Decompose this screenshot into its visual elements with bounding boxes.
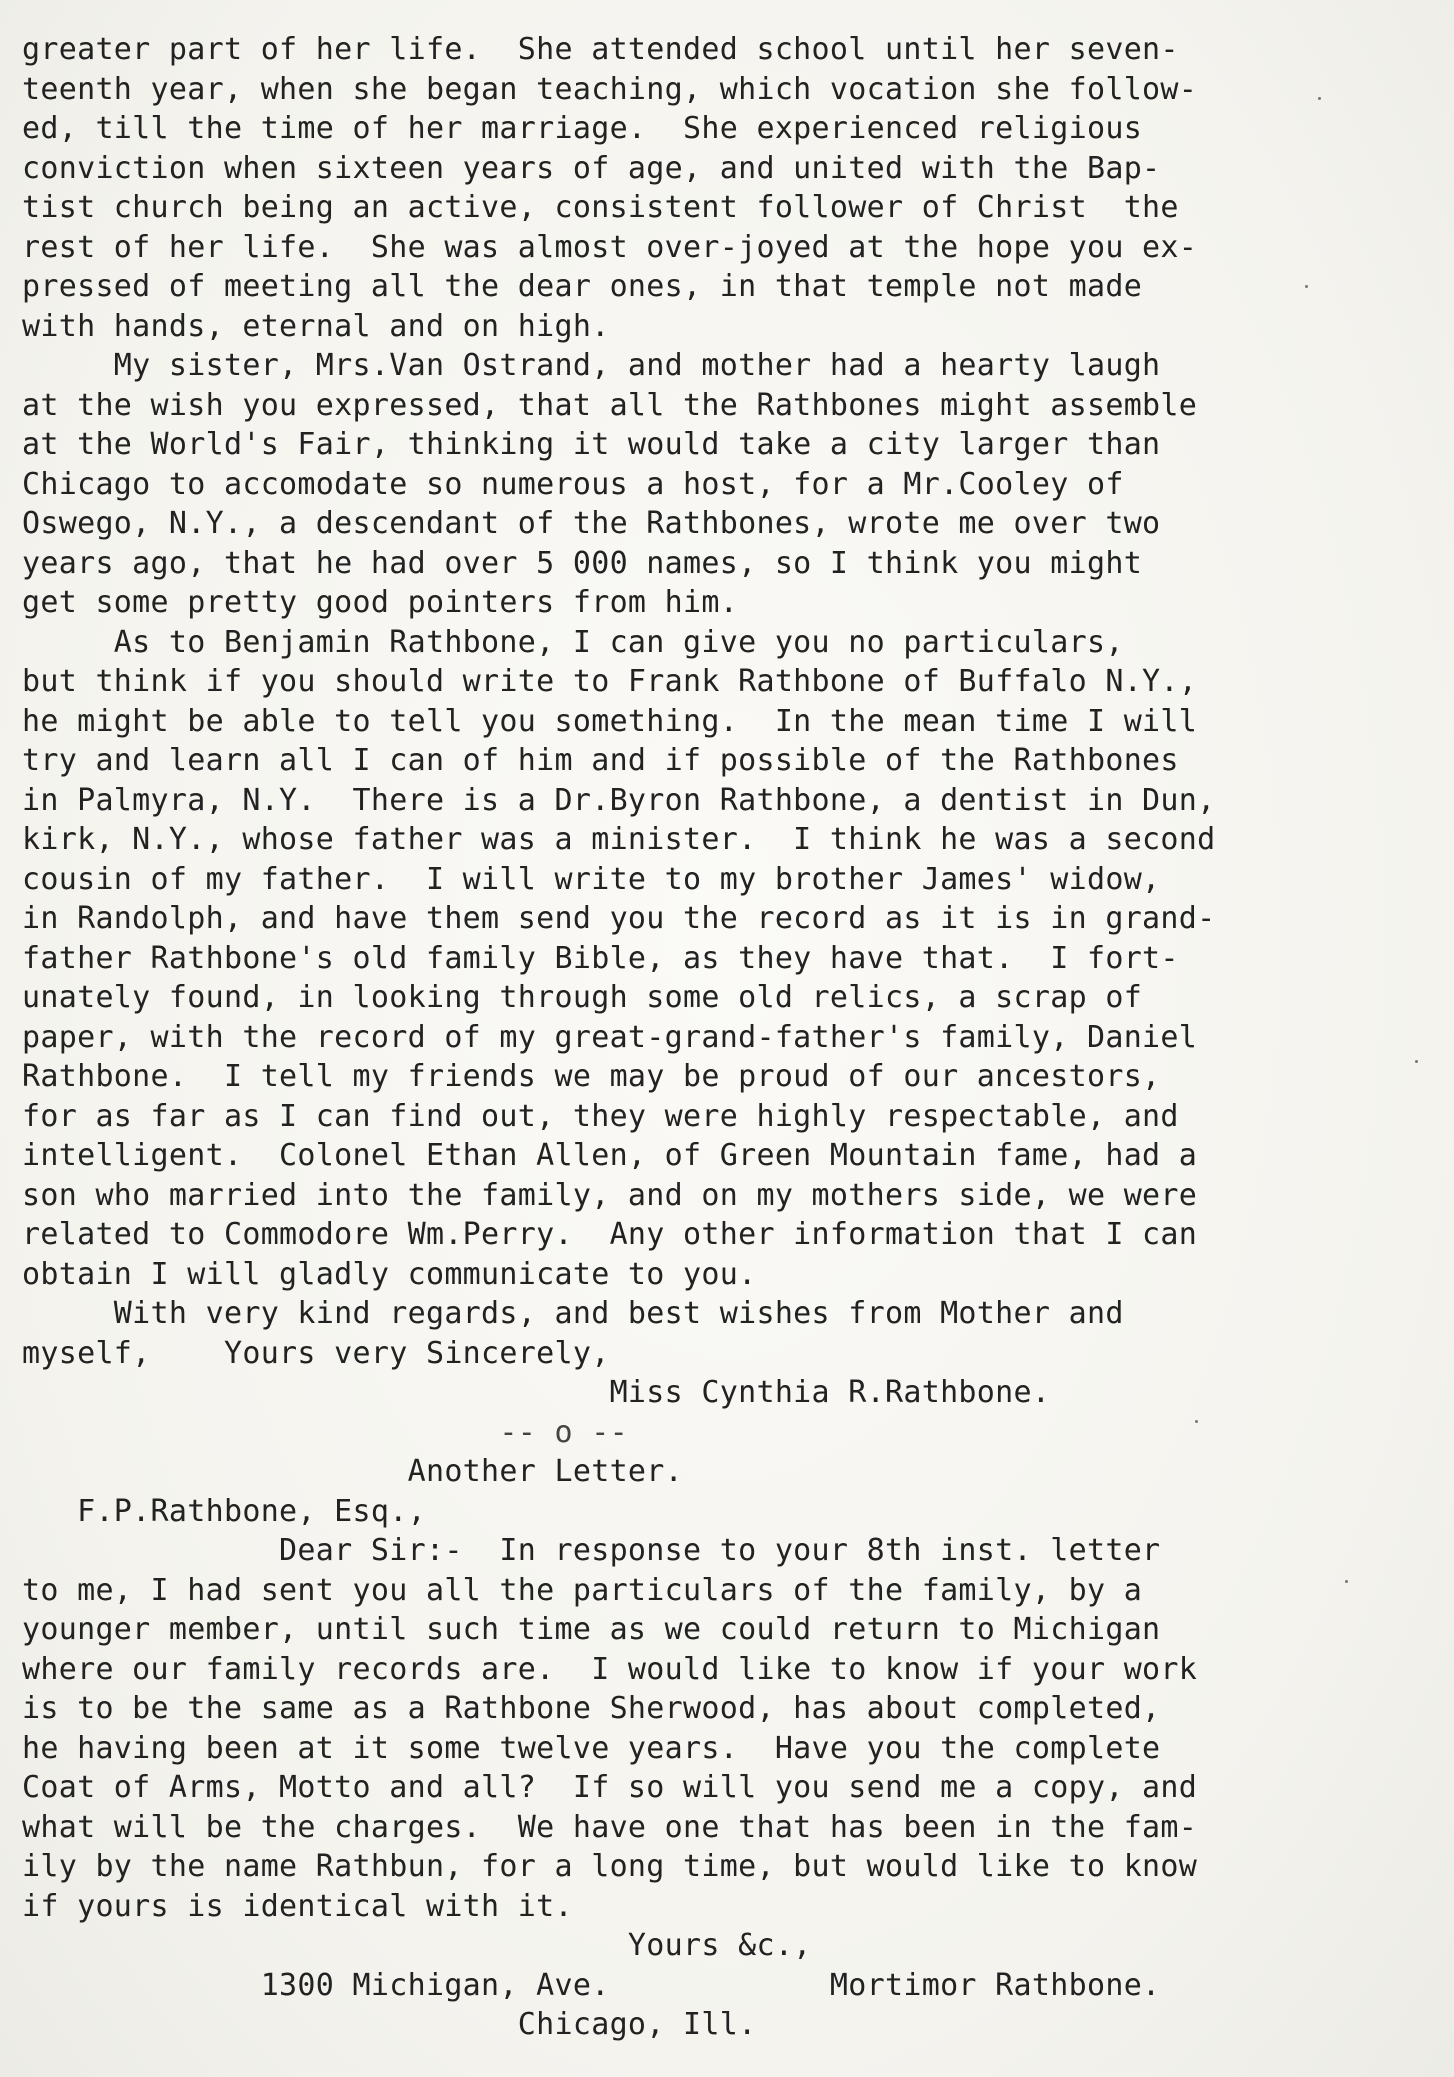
letter-line: try and learn all I can of him and if possible of the Rathbones <box>22 743 1179 778</box>
letter-line: where our family records are. I would like to know if your work <box>22 1651 1198 1687</box>
letter-line: With very kind regards, and best wishes from Mother and <box>22 1296 1124 1331</box>
letter-line: Yours &c., <box>22 1928 812 1963</box>
letter-line: pressed of meeting all the dear ones, in that temple not made <box>22 269 1143 304</box>
letter-line: My sister, Mrs.Van Ostrand, and mother had a hearty laugh <box>22 348 1161 383</box>
letter-line: intelligent. Colonel Ethan Allen, of Green Mountain fame, had a <box>22 1138 1198 1173</box>
letter-line: Oswego, N.Y., a descendant of the Rathbones, wrote me over two <box>22 506 1161 541</box>
letter-line: Chicago, Ill. <box>22 2007 757 2042</box>
letter-line: unately found, in looking through some old relics, a scrap of <box>22 980 1143 1015</box>
letter-text-body <box>22 30 1422 2045</box>
paper-speck <box>1415 1060 1418 1063</box>
letter-line: Rathbone. I tell my friends we may be proud of our ancestors, <box>22 1059 1161 1094</box>
letter-line: father Rathbone's old family Bible, as they have that. I fort- <box>22 940 1179 976</box>
second-letter-section <box>22 1492 1422 2045</box>
letter-line: for as far as I can find out, they were highly respectable, and <box>22 1098 1179 1134</box>
paper-speck <box>1305 285 1308 288</box>
letter-line: greater part of her life. She attended school until her seven- <box>22 32 1179 67</box>
letter-line: teenth year, when she began teaching, which vocation she follow- <box>22 71 1198 107</box>
letter-line: at the wish you expressed, that all the Rathbones might assemble <box>22 387 1198 423</box>
letter-line: years ago, that he had over 5 000 names, so I think you might <box>22 545 1143 581</box>
letter-line: Chicago to accomodate so numerous a host, for a Mr.Cooley of <box>22 466 1124 502</box>
letter-line: 1300 Michigan, Ave. Mortimor Rathbone. <box>22 1967 1161 2003</box>
letter-line: tist church being an active, consistent follower of Christ the <box>22 190 1179 225</box>
paper-speck <box>1195 1420 1198 1423</box>
letter-line: get some pretty good pointers from him. <box>22 585 739 620</box>
letter-line: obtain I will gladly communicate to you. <box>22 1256 757 1292</box>
letter-line: younger member, until such time as we could return to Michigan <box>22 1612 1161 1647</box>
paper-speck <box>1345 1580 1348 1583</box>
second-letter-heading: Another Letter. <box>22 1454 684 1489</box>
letter-line: ed, till the time of her marriage. She experienced religious <box>22 111 1143 146</box>
letter-line: As to Benjamin Rathbone, I can give you no particulars, <box>22 624 1124 660</box>
letter-line: myself, Yours very Sincerely, <box>22 1335 610 1371</box>
letter-line: at the World's Fair, thinking it would take a city larger than <box>22 427 1161 462</box>
letter-line: conviction when sixteen years of age, and united with the Bap- <box>22 150 1161 186</box>
letter-line: Miss Cynthia R.Rathbone. <box>22 1375 1051 1410</box>
letter-line: related to Commodore Wm.Perry. Any other information that I can <box>22 1217 1198 1252</box>
letter-line: paper, with the record of my great-grand-father's family, Daniel <box>22 1019 1198 1055</box>
letter-line: ily by the name Rathbun, for a long time, but would like to know <box>22 1849 1198 1884</box>
letter-line: F.P.Rathbone, Esq., <box>22 1493 426 1529</box>
letter-line: he might be able to tell you something. In the mean time I will <box>22 703 1198 739</box>
letter-line: in Palmyra, N.Y. There is a Dr.Byron Rathbone, a dentist in Dun, <box>22 782 1216 818</box>
letter-line: what will be the charges. We have one that has been in the fam- <box>22 1809 1198 1845</box>
letter-line: with hands, eternal and on high. <box>22 308 610 344</box>
first-letter-section <box>22 30 1422 1413</box>
letter-line: to me, I had sent you all the particulars of the family, by a <box>22 1572 1143 1608</box>
letter-line: in Randolph, and have them send you the record as it is in grand- <box>22 901 1216 936</box>
letter-line: is to be the same as a Rathbone Sherwood, has about completed, <box>22 1691 1161 1726</box>
letter-line: he having been at it some twelve years. Have you the complete <box>22 1730 1161 1766</box>
letter-line: but think if you should write to Frank Rathbone of Buffalo N.Y., <box>22 664 1198 699</box>
section-divider: -- o -- <box>22 1414 628 1450</box>
letter-line: Dear Sir:- In response to your 8th inst. letter <box>22 1533 1161 1568</box>
letter-line: if yours is identical with it. <box>22 1888 573 1924</box>
letter-line: rest of her life. She was almost over-joyed at the hope you ex- <box>22 229 1198 265</box>
letter-line: cousin of my father. I will write to my brother James' widow, <box>22 861 1161 897</box>
letter-line: Coat of Arms, Motto and all? If so will you send me a copy, and <box>22 1770 1198 1805</box>
paper-speck <box>1318 97 1321 100</box>
letter-line: kirk, N.Y., whose father was a minister. I think he was a second <box>22 822 1216 857</box>
letter-line: son who married into the family, and on my mothers side, we were <box>22 1177 1198 1213</box>
